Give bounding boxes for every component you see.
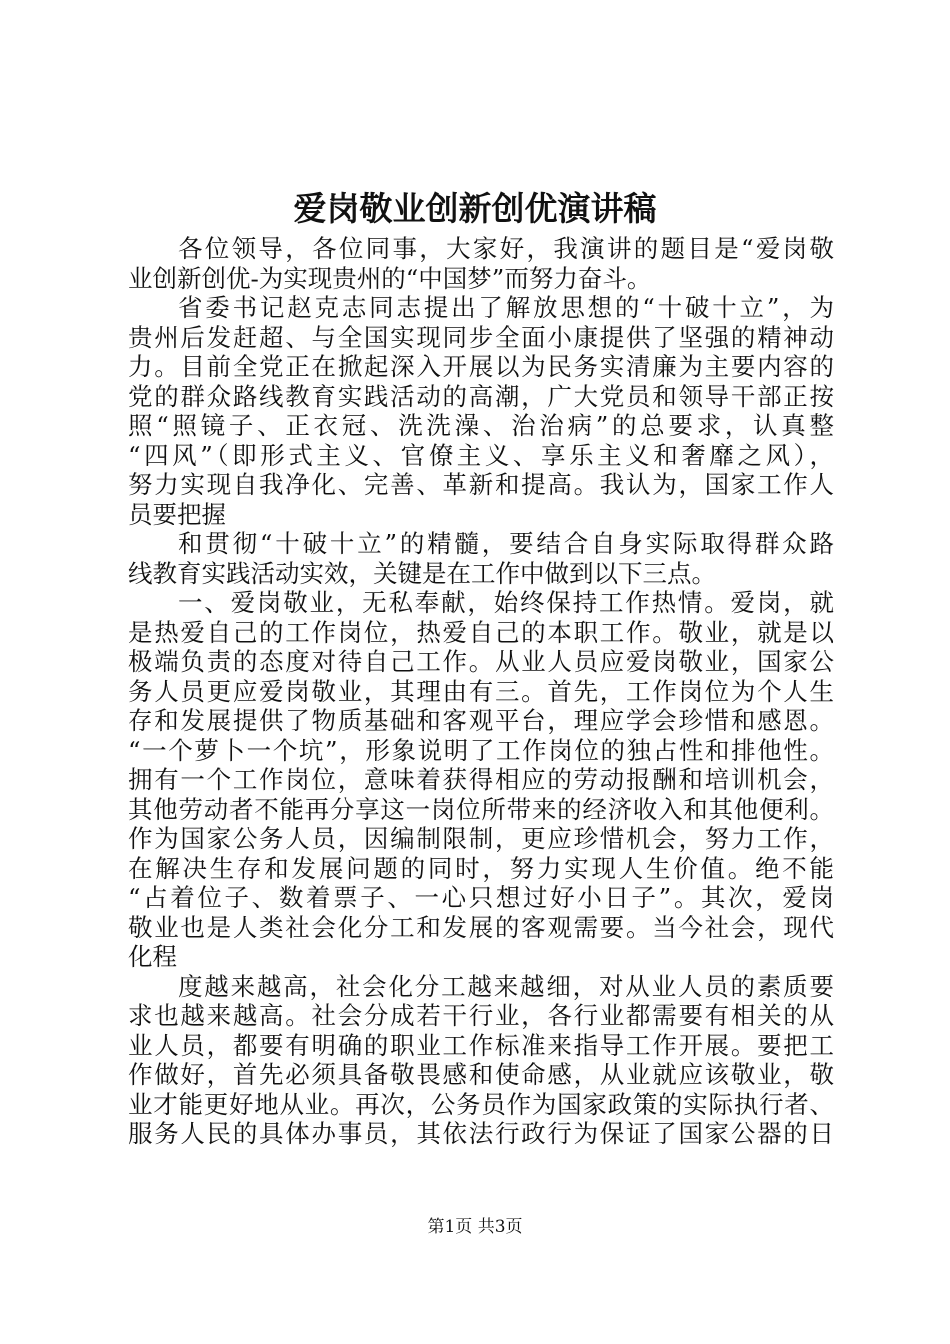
page-footer: 第1页 共3页 bbox=[427, 1217, 523, 1237]
text-line: 业人员，都要有明确的职业工作标准来指导工作开展。要把工 bbox=[128, 1030, 834, 1060]
text-line: 线教育实践活动实效，关键是在工作中做到以下三点。 bbox=[128, 558, 716, 588]
text-line: “四风”（即形式主义、官僚主义、享乐主义和奢靡之风）， bbox=[128, 440, 834, 470]
text-line: 努力实现自我净化、完善、革新和提高。我认为，国家工作人 bbox=[128, 470, 834, 499]
text-line: 各位领导，各位同事，大家好，我演讲的题目是“爱岗敬 bbox=[178, 234, 834, 263]
text-line: 化程 bbox=[128, 942, 177, 971]
text-line: “占着位子、数着票子、一心只想过好小日子”。其次，爱岗 bbox=[128, 883, 834, 912]
text-line: 作做好，首先必须具备敬畏感和使命感，从业就应该敬业，敬 bbox=[128, 1060, 834, 1089]
text-line: 务人员更应爱岗敬业，其理由有三。首先，工作岗位为个人生 bbox=[128, 676, 834, 706]
document-title: 爱岗敬业创新创优演讲稿 bbox=[293, 189, 657, 228]
text-line: 在解决生存和发展问题的同时，努力实现人生价值。绝不能 bbox=[128, 853, 834, 883]
text-line: 敬业也是人类社会化分工和发展的客观需要。当今社会，现代 bbox=[128, 912, 834, 942]
text-line: 员要把握 bbox=[128, 499, 226, 529]
text-line: 服务人民的具体办事员，其依法行政行为保证了国家公器的日 bbox=[128, 1119, 834, 1148]
text-line: 力。目前全党正在掀起深入开展以为民务实清廉为主要内容的 bbox=[128, 352, 834, 381]
text-line: 极端负责的态度对待自己工作。从业人员应爱岗敬业，国家公 bbox=[128, 647, 834, 676]
text-line: 省委书记赵克志同志提出了解放思想的“十破十立”，为 bbox=[178, 293, 834, 322]
text-line: 求也越来越高。社会分成若干行业，各行业都需要有相关的从 bbox=[128, 1001, 834, 1030]
text-line: 作为国家公务人员，因编制限制，更应珍惜机会，努力工作， bbox=[128, 824, 834, 853]
text-line: 贵州后发赶超、与全国实现同步全面小康提供了坚强的精神动 bbox=[128, 322, 834, 352]
text-line: 度越来越高，社会化分工越来越细，对从业人员的素质要 bbox=[178, 971, 834, 1001]
text-line: 党的群众路线教育实践活动的高潮，广大党员和领导干部正按 bbox=[128, 381, 834, 411]
text-line: 是热爱自己的工作岗位，热爱自己的本职工作。敬业，就是以 bbox=[128, 617, 834, 647]
text-line: 其他劳动者不能再分享这一岗位所带来的经济收入和其他便利。 bbox=[128, 794, 834, 824]
text-line: 照“照镜子、正衣冠、洗洗澡、治治病”的总要求，认真整 bbox=[128, 411, 834, 440]
text-line: 拥有一个工作岗位，意味着获得相应的劳动报酬和培训机会， bbox=[128, 765, 834, 794]
text-line: 存和发展提供了物质基础和客观平台，理应学会珍惜和感恩。 bbox=[128, 706, 834, 735]
text-line: 业创新创优-为实现贵州的“中国梦”而努力奋斗。 bbox=[128, 263, 652, 293]
document-body bbox=[128, 234, 834, 1149]
text-line: “一个萝卜一个坑”，形象说明了工作岗位的独占性和排他性。 bbox=[128, 735, 834, 765]
text-line: 业才能更好地从业。再次，公务员作为国家政策的实际执行者、 bbox=[128, 1089, 834, 1119]
text-line: 和贯彻“十破十立”的精髓，要结合自身实际取得群众路 bbox=[178, 529, 834, 558]
text-line: 一、爱岗敬业，无私奉献，始终保持工作热情。爱岗，就 bbox=[178, 588, 834, 617]
